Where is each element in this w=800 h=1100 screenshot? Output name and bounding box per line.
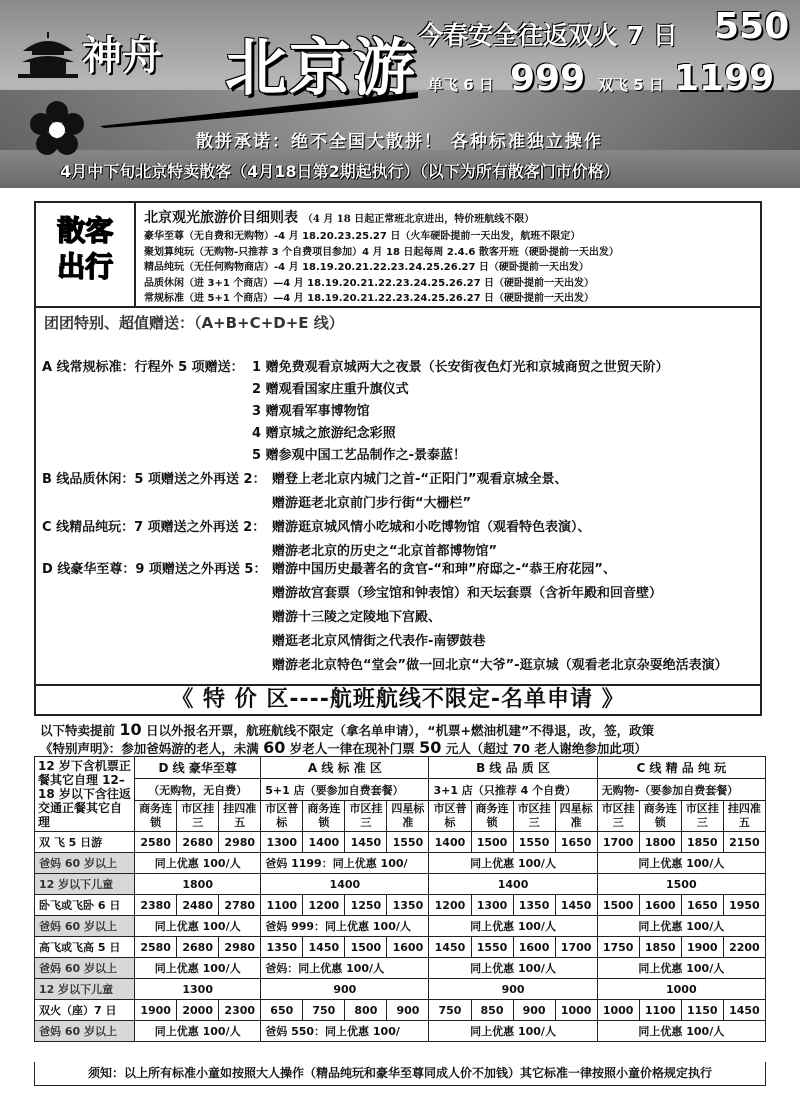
sanke-line-1: 散客: [56, 214, 113, 247]
sanke-line-2: 出行: [56, 250, 113, 283]
gift-item: 5 赠参观中国工艺品制作之-景泰蓝！: [252, 448, 466, 463]
schedule-title: [144, 207, 534, 227]
price-cell: 同上优惠 100/人: [429, 1021, 597, 1042]
price-cell: 爸妈 999：同上优惠 100/人: [261, 916, 429, 937]
price-cell: 2680: [177, 832, 219, 853]
price-cell: 爸妈 60 岁以上: [35, 958, 135, 979]
price-cell: 2300: [219, 1000, 261, 1021]
price-cell: 1550: [513, 832, 555, 853]
hotel-class: 商务连锁: [639, 801, 681, 832]
price-cell: 2980: [219, 937, 261, 958]
schedule-title-text: 北京观光旅游价目细则表: [144, 210, 298, 226]
corner-note: 12 岁下含机票正餐其它自理 12–18 岁以下含往返交通正餐其它自理: [35, 757, 135, 832]
hotel-class: 市区挂三: [513, 801, 555, 832]
line-a-name: A 线 标 准 区: [261, 757, 429, 779]
line-c-shop: 无购物-（要参加自费套餐）: [597, 779, 765, 801]
schedule-line: 豪华至尊（无自费和无购物）-4 月 18.20.23.25.27 日（火车硬卧提前一天出发，航班不限定）: [144, 231, 581, 242]
special-zone-title: 《 特 价 区----航班航线不限定-名单申请 》: [34, 686, 762, 716]
price-row-elder: [35, 958, 766, 979]
price-cell: 1000: [555, 1000, 597, 1021]
price-cell: 同上优惠 100/人: [429, 853, 597, 874]
hotel-class: 四星标准: [387, 801, 429, 832]
price-cell: 1200: [303, 895, 345, 916]
price-cell: 同上优惠 100/人: [135, 958, 261, 979]
price-cell: 1300: [261, 832, 303, 853]
banner: [0, 0, 800, 188]
gift-item: 2 赠观看国家庄重升旗仪式: [252, 382, 409, 397]
price-cell: 1550: [387, 832, 429, 853]
hotel-class: 挂四准五: [723, 801, 765, 832]
price-cell: 750: [303, 1000, 345, 1021]
slogan: 散拼承诺：绝不全国大散拼！ 各种标准独立操作: [196, 132, 603, 152]
price-cell: 爸妈：同上优惠 100/人: [261, 958, 429, 979]
price-cell: 1600: [639, 895, 681, 916]
price-cell: 同上优惠 100/人: [597, 853, 765, 874]
price-table: [34, 756, 766, 1042]
price-cell: 同上优惠 100/人: [135, 916, 261, 937]
price-cell: 1750: [597, 937, 639, 958]
price-cell: 同上优惠 100/人: [429, 958, 597, 979]
notice-text: 岁老人一律在现补门票: [289, 741, 415, 756]
notice-1: [40, 720, 760, 739]
line-c-name: C 线 精 品 纯 玩: [597, 757, 765, 779]
price-cell: 2780: [219, 895, 261, 916]
price-cell: 1500: [597, 874, 765, 895]
hotel-class: 市区挂三: [597, 801, 639, 832]
price-cell: 750: [429, 1000, 471, 1021]
price-cell: 同上优惠 100/人: [597, 916, 765, 937]
hotel-class: 市区挂三: [345, 801, 387, 832]
price-row-price: [35, 832, 766, 853]
notice-text: 以下特卖提前: [40, 723, 116, 738]
price-cell: 1500: [471, 832, 513, 853]
notice-text: 元人（超过 70 老人谢绝参加此项）: [445, 741, 647, 756]
gift-item: 3 赠观看军事博物馆: [252, 404, 370, 419]
price-body: [35, 832, 766, 1042]
hotel-class: 商务连锁: [303, 801, 345, 832]
swoosh-decoration: [100, 88, 420, 128]
hotel-class: 市区挂三: [177, 801, 219, 832]
price-cell: 650: [261, 1000, 303, 1021]
hotel-class: 市区普标: [429, 801, 471, 832]
price-cell: 1500: [597, 895, 639, 916]
line-b-label: B 线品质休闲：5 项赠送之外再送 2：: [42, 472, 266, 487]
price-cell: 1250: [345, 895, 387, 916]
line-a-shop: 5+1 店（要参加自费套餐）: [261, 779, 429, 801]
price-cell: 2150: [723, 832, 765, 853]
schedule-lines: [144, 229, 619, 307]
sanke-label: [36, 203, 136, 306]
price-cell: 1400: [429, 832, 471, 853]
gifts-title: 团团特别、超值赠送：（A+B+C+D+E 线）: [44, 314, 344, 332]
price-row-child: [35, 979, 766, 1000]
gift-item: 赠游中国历史最著名的贪官-“和珅”府邸之-“恭王府花园”、: [272, 562, 616, 577]
promo-price: 550: [714, 6, 790, 47]
notice-age: 60: [263, 738, 286, 757]
price-row-elder: [35, 1021, 766, 1042]
price-cell: 双火（座）7 日: [35, 1000, 135, 1021]
hotel-class: 商务连锁: [135, 801, 177, 832]
price-cell: 1150: [681, 1000, 723, 1021]
price-cell: 2200: [723, 937, 765, 958]
gift-item: 赠游逛京城风情小吃城和小吃博物馆（观看特色表演）、: [272, 520, 591, 535]
price-cell: 1400: [429, 874, 597, 895]
hotel-class: 市区普标: [261, 801, 303, 832]
gifts-box: [34, 308, 762, 686]
hotel-class: 商务连锁: [471, 801, 513, 832]
price-cell: 爸妈 550：同上优惠 100/: [261, 1021, 429, 1042]
price-cell: 1900: [135, 1000, 177, 1021]
gift-item: 赠登上老北京内城门之首-“正阳门”观看京城全景、: [272, 472, 568, 487]
price-row-price: [35, 895, 766, 916]
price-cell: 1700: [555, 937, 597, 958]
price-cell: 1800: [135, 874, 261, 895]
price-cell: 900: [387, 1000, 429, 1021]
price-cell: 900: [261, 979, 429, 1000]
line-d-name: D 线 豪华至尊: [135, 757, 261, 779]
price-cell: 900: [429, 979, 597, 1000]
schedule-box: [34, 201, 762, 308]
shop-row: [35, 779, 766, 801]
footer-note: 须知：以上所有标准小童如按照大人操作（精品纯玩和豪华至尊同成人价不加钱）其它标准一律按照小童价格规定执行: [34, 1062, 766, 1086]
notice-2: [40, 738, 760, 757]
price-row-price: [35, 937, 766, 958]
schedule-line: 聚划算纯玩（无购物-只推荐 3 个自费项目参加）4 月 18 日起每周 2.4.6 散客开班（硬卧提前一天出发）: [144, 246, 619, 258]
price-cell: 1900: [681, 937, 723, 958]
price-cell: 1500: [345, 937, 387, 958]
gift-item: 赠游老北京特色“堂会”做一回北京“大爷”-逛京城（观看老北京杂耍绝活表演）: [272, 658, 728, 673]
price-cell: 1000: [597, 979, 765, 1000]
price-cell: 爸妈 60 岁以上: [35, 853, 135, 874]
price-cell: 1950: [723, 895, 765, 916]
price-cell: 同上优惠 100/人: [135, 853, 261, 874]
schedule-line: 品质休闲（进 3+1 个商店）—4 月 18.19.20.21.22.23.24.25.26.27 日（硬卧提前一天出发）: [144, 277, 595, 289]
logo-flower-icon: [28, 100, 86, 158]
price-cell: 1600: [513, 937, 555, 958]
price-row-child: [35, 874, 766, 895]
price-cell: 2380: [135, 895, 177, 916]
schedule-title-note: （4 月 18 日起正常班北京进出，特价班航线不限）: [302, 214, 535, 225]
gift-item: 1 赠免费观看京城两大之夜景（长安街夜色灯光和京城商贸之世贸天阶）: [252, 360, 669, 375]
gift-item: 4 赠京城之旅游纪念彩照: [252, 426, 396, 441]
price-cell: 1400: [261, 874, 429, 895]
temple-icon: [18, 28, 78, 78]
line-b-shop: 3+1 店（只推荐 4 个自费）: [429, 779, 597, 801]
line-d-label: D 线豪华至尊：9 项赠送之外再送 5：: [42, 562, 267, 577]
price-cell: 1450: [429, 937, 471, 958]
price-cell: 1450: [723, 1000, 765, 1021]
price-cell: 爸妈 60 岁以上: [35, 916, 135, 937]
gift-item: 赠游故宫套票（珍宝馆和钟表馆）和天坛套票（含祈年殿和回音壁）: [272, 586, 663, 601]
price-cell: 1100: [261, 895, 303, 916]
price-row-elder: [35, 853, 766, 874]
price-cell: 1450: [555, 895, 597, 916]
brand-title: 北京游: [225, 31, 418, 104]
price-cell: 1450: [303, 937, 345, 958]
price-cell: 2680: [177, 937, 219, 958]
price-cell: 高飞或飞高 5 日: [35, 937, 135, 958]
price-cell: 1200: [429, 895, 471, 916]
price-cell: 2580: [135, 832, 177, 853]
price-cell: 1400: [303, 832, 345, 853]
schedule-line: 常规标准（进 5+1 个商店）—4 月 18.19.20.21.22.23.24.25.26.27 日（硬卧提前一天出发）: [144, 293, 595, 304]
price-cell: 1600: [387, 937, 429, 958]
price-cell: 900: [513, 1000, 555, 1021]
hotel-class: 四星标准: [555, 801, 597, 832]
price-cell: 1800: [639, 832, 681, 853]
price-cell: 2480: [177, 895, 219, 916]
gift-item: 赠游老北京的历史之“北京首都博物馆”: [272, 544, 498, 559]
schedule-line: 精品纯玩（无任何购物商店）-4 月 18.19.20.21.22.23.24.25.26.27 日（硬卧提前一天出发）: [144, 262, 589, 273]
single-flight-label: 单飞 6 日: [428, 76, 494, 94]
price-cell: 1300: [471, 895, 513, 916]
brand-name: 神舟: [82, 32, 162, 79]
line-c-label: C 线精品纯玩：7 项赠送之外再送 2：: [42, 520, 266, 535]
price-cell: 1850: [639, 937, 681, 958]
gift-item: 赠逛老北京风情街之代表作-南锣鼓巷: [272, 634, 486, 649]
single-flight-price: 999: [510, 58, 586, 99]
price-cell: 爸妈 1199：同上优惠 100/: [261, 853, 429, 874]
notice-days: 10: [119, 720, 142, 739]
notice-text: 《特别声明》：参加爸妈游的老人，未满: [40, 741, 259, 756]
price-cell: 1350: [387, 895, 429, 916]
price-cell: 同上优惠 100/人: [429, 916, 597, 937]
gift-item: 赠游逛老北京前门步行街“大栅栏”: [272, 496, 472, 511]
price-cell: 12 岁以下儿童: [35, 874, 135, 895]
price-cell: 同上优惠 100/人: [135, 1021, 261, 1042]
price-row-elder: [35, 916, 766, 937]
promo-title: 今春安全往返双火 7 日: [418, 21, 678, 50]
price-cell: 2000: [177, 1000, 219, 1021]
price-cell: 1850: [681, 832, 723, 853]
price-cell: 1700: [597, 832, 639, 853]
line-d-shop: （无购物，无自费）: [135, 779, 261, 801]
price-cell: 1650: [555, 832, 597, 853]
price-cell: 800: [345, 1000, 387, 1021]
price-cell: 同上优惠 100/人: [597, 1021, 765, 1042]
price-cell: 卧飞或飞卧 6 日: [35, 895, 135, 916]
double-flight-label: 双飞 5 日: [598, 76, 664, 94]
hotel-class: 市区挂三: [681, 801, 723, 832]
price-cell: 1100: [639, 1000, 681, 1021]
price-cell: 1450: [345, 832, 387, 853]
double-flight-price: 1199: [674, 58, 775, 99]
line-b-name: B 线 品 质 区: [429, 757, 597, 779]
price-cell: 2980: [219, 832, 261, 853]
price-cell: 1300: [135, 979, 261, 1000]
notice-fee: 50: [419, 738, 442, 757]
line-a-label: A 线常规标准：行程外 5 项赠送：: [42, 360, 244, 375]
price-cell: 1000: [597, 1000, 639, 1021]
price-cell: 1350: [513, 895, 555, 916]
hotel-class-row: [35, 801, 766, 832]
notice-text: 日以外报名开票，航班航线不限定（拿名单申请），“机票+燃油机建”不得退，改，签，政策: [146, 723, 655, 738]
price-cell: 同上优惠 100/人: [597, 958, 765, 979]
gift-item: 赠游十三陵之定陵地下宫殿、: [272, 610, 442, 625]
price-cell: 1350: [261, 937, 303, 958]
price-cell: 爸妈 60 岁以上: [35, 1021, 135, 1042]
price-row-price: [35, 1000, 766, 1021]
price-cell: 1650: [681, 895, 723, 916]
price-cell: 2580: [135, 937, 177, 958]
price-cell: 双 飞 5 日游: [35, 832, 135, 853]
line-name-row: [35, 757, 766, 779]
price-cell: 850: [471, 1000, 513, 1021]
price-cell: 12 岁以下儿童: [35, 979, 135, 1000]
hotel-class: 挂四准五: [219, 801, 261, 832]
price-cell: 1550: [471, 937, 513, 958]
headline: 4月中下旬北京特卖散客（4月18日第2期起执行）（以下为所有散客门市价格）: [60, 162, 620, 181]
